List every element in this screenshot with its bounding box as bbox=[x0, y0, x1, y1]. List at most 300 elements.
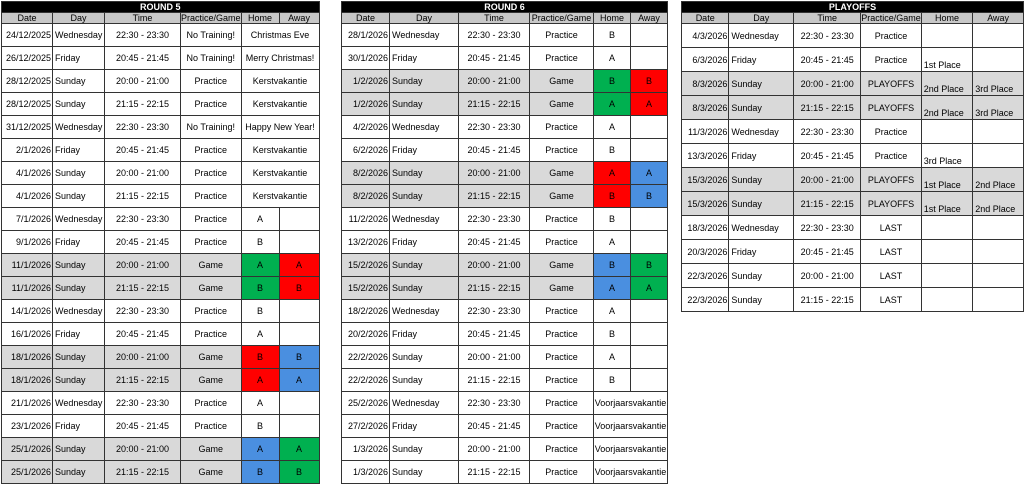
cell-time: 20:00 - 21:00 bbox=[105, 70, 181, 93]
cell-day: Sunday bbox=[729, 168, 794, 192]
cell-home: B bbox=[241, 231, 279, 254]
cell-away: B bbox=[631, 185, 668, 208]
cell-type: Practice bbox=[181, 300, 242, 323]
cell-type: Game bbox=[530, 70, 594, 93]
table-row bbox=[342, 93, 668, 116]
cell-type: Practice bbox=[181, 185, 242, 208]
playoffs-title: PLAYOFFS bbox=[682, 2, 1024, 13]
cell-away bbox=[631, 208, 668, 231]
cell-day: Friday bbox=[390, 139, 459, 162]
cell-type: Practice bbox=[181, 93, 242, 116]
cell-day: Wednesday bbox=[53, 208, 105, 231]
cell-type: Practice bbox=[530, 116, 594, 139]
cell-home: 2nd Place bbox=[921, 96, 972, 120]
cell-home: Kerstvakantie bbox=[241, 162, 319, 185]
cell-home: B bbox=[241, 277, 279, 300]
table-row bbox=[2, 116, 320, 139]
cell-away: A bbox=[279, 369, 319, 392]
cell-day: Sunday bbox=[53, 254, 105, 277]
cell-date: 28/12/2025 bbox=[2, 93, 53, 116]
cell-day: Sunday bbox=[53, 70, 105, 93]
cell-date: 24/12/2025 bbox=[2, 24, 53, 47]
cell-date: 8/3/2026 bbox=[682, 96, 729, 120]
cell-home: Kerstvakantie bbox=[241, 70, 319, 93]
cell-day: Friday bbox=[390, 231, 459, 254]
cell-type: Game bbox=[530, 93, 594, 116]
playoffs-table bbox=[681, 1, 1024, 312]
cell-type: No Training! bbox=[181, 116, 242, 139]
cell-type: LAST bbox=[861, 288, 922, 312]
cell-date: 22/2/2026 bbox=[342, 369, 390, 392]
cell-time: 20:45 - 21:45 bbox=[105, 415, 181, 438]
cell-away: A bbox=[631, 277, 668, 300]
table-row bbox=[682, 48, 1024, 72]
cell-home bbox=[921, 120, 972, 144]
cell-day: Friday bbox=[53, 415, 105, 438]
cell-away: 3rd Place bbox=[973, 96, 1024, 120]
column-header-type: Practice/Game bbox=[530, 13, 594, 24]
cell-date: 1/3/2026 bbox=[342, 461, 390, 484]
cell-date: 15/3/2026 bbox=[682, 168, 729, 192]
cell-date: 31/12/2025 bbox=[2, 116, 53, 139]
cell-day: Friday bbox=[729, 48, 794, 72]
cell-time: 22:30 - 23:30 bbox=[105, 24, 181, 47]
cell-type: Practice bbox=[861, 120, 922, 144]
table-row bbox=[2, 300, 320, 323]
table-row bbox=[682, 120, 1024, 144]
cell-date: 8/2/2026 bbox=[342, 162, 390, 185]
cell-home: B bbox=[594, 24, 631, 47]
cell-time: 20:00 - 21:00 bbox=[459, 162, 530, 185]
cell-type: Practice bbox=[181, 392, 242, 415]
cell-day: Sunday bbox=[53, 162, 105, 185]
cell-day: Sunday bbox=[390, 162, 459, 185]
cell-time: 22:30 - 23:30 bbox=[794, 24, 861, 48]
cell-time: 20:00 - 21:00 bbox=[794, 264, 861, 288]
cell-day: Sunday bbox=[729, 96, 794, 120]
cell-date: 18/1/2026 bbox=[2, 369, 53, 392]
cell-date: 16/1/2026 bbox=[2, 323, 53, 346]
cell-away bbox=[631, 139, 668, 162]
cell-day: Friday bbox=[53, 323, 105, 346]
cell-home: A bbox=[241, 392, 279, 415]
column-header-away: Away bbox=[973, 13, 1024, 24]
table-row bbox=[342, 70, 668, 93]
cell-type: LAST bbox=[861, 264, 922, 288]
cell-away: B bbox=[279, 277, 319, 300]
table-row bbox=[2, 208, 320, 231]
cell-time: 21:15 - 22:15 bbox=[105, 277, 181, 300]
cell-date: 26/12/2025 bbox=[2, 47, 53, 70]
cell-type: PLAYOFFS bbox=[861, 192, 922, 216]
round-6-title: ROUND 6 bbox=[342, 2, 668, 13]
cell-time: 20:00 - 21:00 bbox=[794, 168, 861, 192]
table-row bbox=[342, 277, 668, 300]
column-header-type: Practice/Game bbox=[181, 13, 241, 23]
table-row bbox=[2, 415, 320, 438]
cell-home: A bbox=[594, 300, 631, 323]
cell-time: 22:30 - 23:30 bbox=[105, 300, 181, 323]
cell-day: Sunday bbox=[53, 346, 105, 369]
column-header-home: Home bbox=[594, 13, 631, 24]
cell-time: 22:30 - 23:30 bbox=[459, 392, 530, 415]
cell-home: A bbox=[241, 254, 279, 277]
table-row bbox=[2, 93, 320, 116]
column-header-time: Time bbox=[794, 13, 861, 24]
cell-date: 11/2/2026 bbox=[342, 208, 390, 231]
cell-time: 20:00 - 21:00 bbox=[105, 346, 181, 369]
column-header-date: Date bbox=[682, 13, 729, 24]
cell-day: Wednesday bbox=[390, 116, 459, 139]
cell-type: Game bbox=[530, 162, 594, 185]
cell-time: 20:45 - 21:45 bbox=[105, 231, 181, 254]
table-row bbox=[342, 346, 668, 369]
cell-away bbox=[631, 47, 668, 70]
cell-time: 21:15 - 22:15 bbox=[459, 93, 530, 116]
cell-home: B bbox=[594, 185, 631, 208]
cell-day: Wednesday bbox=[53, 116, 105, 139]
cell-date: 9/1/2026 bbox=[2, 231, 53, 254]
table-row bbox=[2, 24, 320, 47]
cell-time: 21:15 - 22:15 bbox=[459, 461, 530, 484]
table-row bbox=[2, 369, 320, 392]
cell-type: LAST bbox=[861, 216, 922, 240]
cell-home: Kerstvakantie bbox=[241, 185, 319, 208]
cell-away bbox=[973, 144, 1024, 168]
cell-away bbox=[973, 24, 1024, 48]
cell-time: 20:00 - 21:00 bbox=[459, 438, 530, 461]
cell-time: 20:45 - 21:45 bbox=[459, 231, 530, 254]
table-row bbox=[2, 47, 320, 70]
table-row bbox=[682, 192, 1024, 216]
table-row bbox=[342, 208, 668, 231]
table-row bbox=[682, 288, 1024, 312]
cell-home: Voorjaarsvakantie bbox=[594, 415, 668, 438]
cell-time: 22:30 - 23:30 bbox=[105, 208, 181, 231]
cell-time: 20:00 - 21:00 bbox=[794, 72, 861, 96]
cell-date: 7/1/2026 bbox=[2, 208, 53, 231]
column-header-away: Away bbox=[631, 13, 668, 24]
cell-date: 8/2/2026 bbox=[342, 185, 390, 208]
round-6-table bbox=[341, 1, 668, 484]
cell-type: LAST bbox=[861, 240, 922, 264]
cell-time: 22:30 - 23:30 bbox=[459, 116, 530, 139]
cell-home bbox=[921, 216, 972, 240]
cell-time: 20:45 - 21:45 bbox=[459, 47, 530, 70]
cell-time: 20:00 - 21:00 bbox=[459, 346, 530, 369]
cell-date: 20/3/2026 bbox=[682, 240, 729, 264]
cell-away: A bbox=[279, 438, 319, 461]
table-row bbox=[2, 254, 320, 277]
cell-day: Sunday bbox=[729, 192, 794, 216]
cell-date: 4/1/2026 bbox=[2, 162, 53, 185]
cell-time: 22:30 - 23:30 bbox=[459, 300, 530, 323]
cell-type: Game bbox=[181, 254, 242, 277]
cell-away bbox=[279, 323, 319, 346]
cell-day: Wednesday bbox=[390, 24, 459, 47]
cell-date: 25/1/2026 bbox=[2, 461, 53, 484]
cell-type: Game bbox=[181, 277, 242, 300]
cell-day: Friday bbox=[390, 47, 459, 70]
table-row bbox=[342, 323, 668, 346]
cell-away bbox=[631, 24, 668, 47]
cell-away: B bbox=[279, 461, 319, 484]
cell-away: B bbox=[279, 346, 319, 369]
cell-date: 28/1/2026 bbox=[342, 24, 390, 47]
cell-time: 21:15 - 22:15 bbox=[794, 192, 861, 216]
cell-type: Practice bbox=[530, 346, 594, 369]
cell-date: 6/2/2026 bbox=[342, 139, 390, 162]
cell-date: 15/3/2026 bbox=[682, 192, 729, 216]
cell-away bbox=[973, 240, 1024, 264]
table-row bbox=[342, 139, 668, 162]
table-row bbox=[2, 70, 320, 93]
cell-home: A bbox=[594, 231, 631, 254]
cell-type: Practice bbox=[530, 24, 594, 47]
cell-type: Practice bbox=[181, 70, 242, 93]
cell-away bbox=[279, 208, 319, 231]
cell-home bbox=[921, 288, 972, 312]
cell-home: A bbox=[594, 346, 631, 369]
cell-type: No Training! bbox=[181, 47, 242, 70]
column-header-time: Time bbox=[459, 13, 530, 24]
cell-away bbox=[631, 369, 668, 392]
cell-type: Practice bbox=[530, 461, 594, 484]
cell-home: A bbox=[594, 277, 631, 300]
cell-time: 22:30 - 23:30 bbox=[105, 392, 181, 415]
table-row bbox=[682, 24, 1024, 48]
cell-date: 18/2/2026 bbox=[342, 300, 390, 323]
cell-home: B bbox=[241, 461, 279, 484]
cell-day: Wednesday bbox=[729, 24, 794, 48]
cell-date: 1/2/2026 bbox=[342, 70, 390, 93]
cell-away: A bbox=[631, 93, 668, 116]
table-row bbox=[682, 168, 1024, 192]
cell-type: Game bbox=[530, 185, 594, 208]
table-row bbox=[342, 369, 668, 392]
round-5-panel bbox=[1, 1, 320, 484]
table-row bbox=[2, 438, 320, 461]
cell-day: Sunday bbox=[729, 72, 794, 96]
cell-date: 15/2/2026 bbox=[342, 277, 390, 300]
table-row bbox=[342, 254, 668, 277]
column-header-date: Date bbox=[2, 13, 53, 24]
cell-day: Wednesday bbox=[53, 392, 105, 415]
cell-day: Sunday bbox=[390, 70, 459, 93]
table-row bbox=[342, 162, 668, 185]
cell-type: Practice bbox=[181, 162, 242, 185]
table-row bbox=[2, 185, 320, 208]
cell-day: Sunday bbox=[390, 461, 459, 484]
cell-away bbox=[631, 231, 668, 254]
table-row bbox=[342, 24, 668, 47]
table-row bbox=[342, 185, 668, 208]
cell-type: Practice bbox=[530, 415, 594, 438]
cell-home: Merry Christmas! bbox=[241, 47, 319, 70]
cell-time: 20:45 - 21:45 bbox=[459, 323, 530, 346]
cell-home: A bbox=[594, 93, 631, 116]
cell-time: 20:45 - 21:45 bbox=[794, 48, 861, 72]
cell-type: PLAYOFFS bbox=[861, 72, 922, 96]
cell-home bbox=[921, 264, 972, 288]
table-row bbox=[682, 216, 1024, 240]
cell-type: PLAYOFFS bbox=[861, 96, 922, 120]
cell-home: B bbox=[594, 323, 631, 346]
cell-away bbox=[973, 48, 1024, 72]
round-5-header-row bbox=[2, 13, 320, 24]
cell-home: B bbox=[241, 346, 279, 369]
cell-time: 21:15 - 22:15 bbox=[105, 369, 181, 392]
cell-away bbox=[631, 116, 668, 139]
cell-date: 22/3/2026 bbox=[682, 288, 729, 312]
cell-type: Game bbox=[181, 369, 242, 392]
cell-date: 27/2/2026 bbox=[342, 415, 390, 438]
cell-type: Practice bbox=[530, 369, 594, 392]
cell-type: Practice bbox=[181, 139, 242, 162]
cell-type: Practice bbox=[530, 438, 594, 461]
cell-date: 14/1/2026 bbox=[2, 300, 53, 323]
cell-away: B bbox=[631, 70, 668, 93]
cell-type: Practice bbox=[181, 231, 242, 254]
cell-type: Game bbox=[181, 346, 242, 369]
cell-day: Sunday bbox=[390, 438, 459, 461]
cell-day: Sunday bbox=[53, 185, 105, 208]
column-header-day: Day bbox=[390, 13, 459, 24]
table-row bbox=[342, 461, 668, 484]
cell-home: 2nd Place bbox=[921, 72, 972, 96]
cell-day: Friday bbox=[729, 144, 794, 168]
cell-type: Practice bbox=[530, 323, 594, 346]
cell-day: Wednesday bbox=[390, 208, 459, 231]
cell-day: Sunday bbox=[390, 185, 459, 208]
cell-home bbox=[921, 240, 972, 264]
cell-day: Sunday bbox=[729, 264, 794, 288]
cell-type: Practice bbox=[181, 323, 242, 346]
table-row bbox=[342, 392, 668, 415]
table-row bbox=[682, 240, 1024, 264]
cell-date: 1/2/2026 bbox=[342, 93, 390, 116]
cell-away: 2nd Place bbox=[973, 168, 1024, 192]
cell-away bbox=[973, 216, 1024, 240]
cell-day: Sunday bbox=[729, 288, 794, 312]
cell-date: 4/1/2026 bbox=[2, 185, 53, 208]
cell-away bbox=[279, 300, 319, 323]
cell-day: Friday bbox=[53, 139, 105, 162]
cell-home: Christmas Eve bbox=[241, 24, 319, 47]
cell-home: 1st Place bbox=[921, 48, 972, 72]
cell-home: A bbox=[241, 438, 279, 461]
cell-date: 18/1/2026 bbox=[2, 346, 53, 369]
round-5-title: ROUND 5 bbox=[2, 2, 320, 13]
cell-time: 20:45 - 21:45 bbox=[459, 139, 530, 162]
cell-time: 20:00 - 21:00 bbox=[459, 254, 530, 277]
cell-home: B bbox=[594, 139, 631, 162]
cell-home: B bbox=[594, 254, 631, 277]
cell-away: 3rd Place bbox=[973, 72, 1024, 96]
cell-time: 22:30 - 23:30 bbox=[459, 208, 530, 231]
cell-type: Practice bbox=[861, 144, 922, 168]
round-6-panel bbox=[341, 1, 668, 484]
table-row bbox=[342, 415, 668, 438]
cell-time: 20:00 - 21:00 bbox=[105, 438, 181, 461]
cell-time: 22:30 - 23:30 bbox=[794, 216, 861, 240]
cell-time: 20:00 - 21:00 bbox=[105, 254, 181, 277]
cell-time: 20:45 - 21:45 bbox=[105, 323, 181, 346]
round-5-table bbox=[1, 1, 320, 484]
cell-type: PLAYOFFS bbox=[861, 168, 922, 192]
cell-time: 22:30 - 23:30 bbox=[794, 120, 861, 144]
cell-date: 4/3/2026 bbox=[682, 24, 729, 48]
cell-time: 21:15 - 22:15 bbox=[105, 93, 181, 116]
cell-date: 30/1/2026 bbox=[342, 47, 390, 70]
cell-type: Practice bbox=[530, 300, 594, 323]
cell-time: 20:00 - 21:00 bbox=[105, 162, 181, 185]
cell-day: Friday bbox=[53, 47, 105, 70]
cell-type: Practice bbox=[861, 48, 922, 72]
cell-home: Voorjaarsvakantie bbox=[594, 392, 668, 415]
cell-home: Voorjaarsvakantie bbox=[594, 461, 668, 484]
table-row bbox=[2, 162, 320, 185]
cell-day: Friday bbox=[53, 231, 105, 254]
cell-date: 28/12/2025 bbox=[2, 70, 53, 93]
cell-day: Sunday bbox=[53, 93, 105, 116]
cell-time: 20:00 - 21:00 bbox=[459, 70, 530, 93]
cell-type: Game bbox=[530, 277, 594, 300]
cell-home: B bbox=[594, 369, 631, 392]
cell-day: Sunday bbox=[390, 277, 459, 300]
cell-type: Practice bbox=[530, 208, 594, 231]
cell-home: 1st Place bbox=[921, 192, 972, 216]
cell-away bbox=[973, 120, 1024, 144]
table-row bbox=[2, 277, 320, 300]
cell-away: B bbox=[631, 254, 668, 277]
cell-home: Happy New Year! bbox=[241, 116, 319, 139]
cell-away: A bbox=[631, 162, 668, 185]
cell-type: Game bbox=[181, 438, 242, 461]
cell-date: 11/1/2026 bbox=[2, 277, 53, 300]
cell-day: Wednesday bbox=[390, 392, 459, 415]
cell-away bbox=[631, 300, 668, 323]
cell-home: A bbox=[594, 116, 631, 139]
column-header-home: Home bbox=[241, 13, 279, 24]
cell-time: 20:45 - 21:45 bbox=[105, 47, 181, 70]
cell-type: Practice bbox=[530, 47, 594, 70]
table-row bbox=[682, 72, 1024, 96]
cell-type: Practice bbox=[181, 208, 242, 231]
cell-day: Friday bbox=[390, 323, 459, 346]
table-row bbox=[2, 392, 320, 415]
cell-day: Wednesday bbox=[390, 300, 459, 323]
cell-time: 20:45 - 21:45 bbox=[105, 139, 181, 162]
playoffs-panel bbox=[681, 1, 1024, 312]
cell-time: 21:15 - 22:15 bbox=[459, 185, 530, 208]
cell-away bbox=[973, 264, 1024, 288]
cell-away bbox=[631, 323, 668, 346]
table-row bbox=[2, 346, 320, 369]
table-row bbox=[342, 116, 668, 139]
cell-type: Practice bbox=[530, 231, 594, 254]
cell-time: 21:15 - 22:15 bbox=[105, 461, 181, 484]
cell-time: 22:30 - 23:30 bbox=[105, 116, 181, 139]
cell-type: Practice bbox=[181, 415, 242, 438]
cell-home: B bbox=[594, 70, 631, 93]
cell-date: 13/2/2026 bbox=[342, 231, 390, 254]
cell-away bbox=[279, 415, 319, 438]
cell-away bbox=[279, 231, 319, 254]
cell-date: 13/3/2026 bbox=[682, 144, 729, 168]
cell-away bbox=[631, 346, 668, 369]
cell-date: 22/2/2026 bbox=[342, 346, 390, 369]
